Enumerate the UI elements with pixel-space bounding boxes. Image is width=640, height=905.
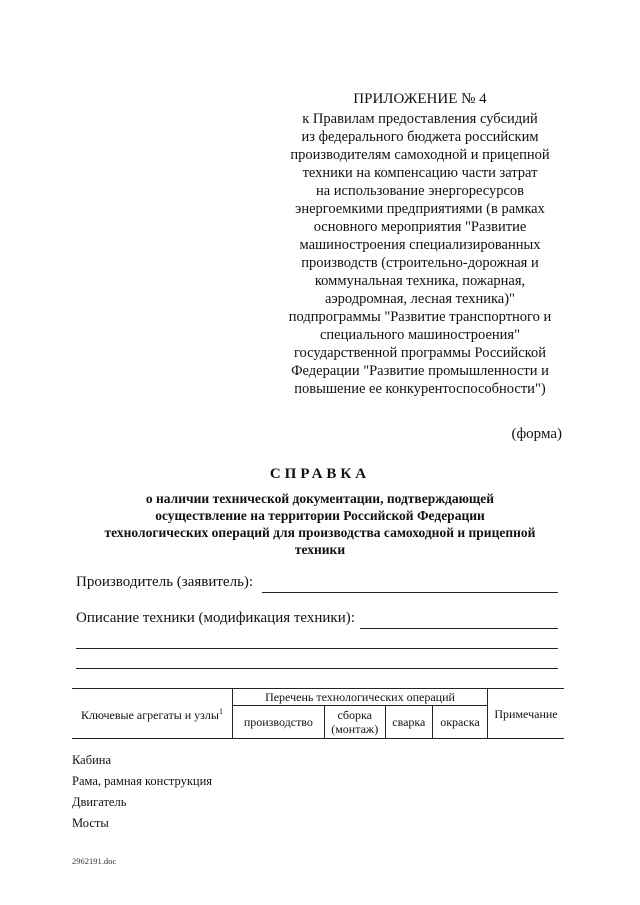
description-input-line-3[interactable]	[76, 668, 558, 669]
appendix-line: повышение ее конкурентоспособности")	[294, 381, 546, 397]
appendix-header	[270, 90, 570, 398]
appendix-title: ПРИЛОЖЕНИЕ № 4	[353, 91, 487, 107]
document-id: 2962191.doc	[72, 856, 117, 866]
appendix-line: подпрограммы "Развитие транспортного и	[288, 309, 552, 325]
appendix-line: производств (строительно-дорожная и	[301, 255, 539, 271]
form-label: (форма)	[511, 426, 562, 442]
subtitle-line: о наличии технической документации, подтверждающей	[145, 491, 495, 506]
operations-table	[72, 688, 564, 739]
appendix-line: государственной программы Российской	[293, 345, 547, 361]
description-label: Описание техники (модификация техники):	[76, 610, 355, 626]
description-input-line[interactable]	[360, 628, 558, 629]
table-row: Двигатель	[72, 795, 127, 809]
appendix-line: производителям самоходной и прицепной	[290, 147, 550, 163]
op-welding-header: сварка	[385, 706, 432, 739]
document-title: СПРАВКА	[269, 466, 371, 482]
appendix-line: к Правилам предоставления субсидий	[302, 111, 538, 127]
op-production-header: производство	[233, 706, 325, 739]
key-units-header	[72, 689, 233, 739]
description-input-line-2[interactable]	[76, 648, 558, 649]
document-subtitle	[60, 490, 580, 558]
subtitle-line: техники	[294, 542, 346, 557]
table-row: Кабина	[72, 753, 112, 767]
note-header: Примечание	[488, 689, 565, 739]
appendix-line: коммунальная техника, пожарная,	[314, 273, 526, 289]
table-row: Рама, рамная конструкция	[72, 774, 213, 788]
operations-group-header: Перечень технологических операций	[233, 689, 488, 706]
producer-label: Производитель (заявитель):	[76, 574, 254, 590]
subtitle-line: осуществление на территории Российской Федерации	[155, 508, 485, 523]
appendix-line: из федерального бюджета российским	[301, 129, 539, 145]
appendix-line: машиностроения специализированных	[299, 237, 541, 253]
table-row: Мосты	[72, 816, 109, 830]
subtitle-line: технологических операций для производства самоходной и прицепной	[104, 525, 536, 540]
appendix-line: энергоемкими предприятиями (в рамках	[295, 201, 545, 217]
key-units-list	[72, 750, 212, 834]
op-assembly-header: сборка (монтаж)	[324, 706, 385, 739]
appendix-line: Федерации "Развитие промышленности и	[291, 363, 549, 379]
appendix-line: специального машиностроения"	[319, 327, 520, 343]
appendix-line: техники на компенсацию части затрат	[302, 165, 538, 181]
appendix-line: на использование энергоресурсов	[315, 183, 525, 199]
producer-input-line[interactable]	[262, 592, 558, 593]
key-units-header-text: Ключевые агрегаты и узлы	[81, 708, 219, 722]
op-painting-header: окраска	[432, 706, 487, 739]
appendix-line: аэродромная, лесная техника)"	[325, 291, 515, 307]
footnote-mark: 1	[218, 707, 223, 716]
appendix-line: основного мероприятия "Развитие	[313, 219, 527, 235]
